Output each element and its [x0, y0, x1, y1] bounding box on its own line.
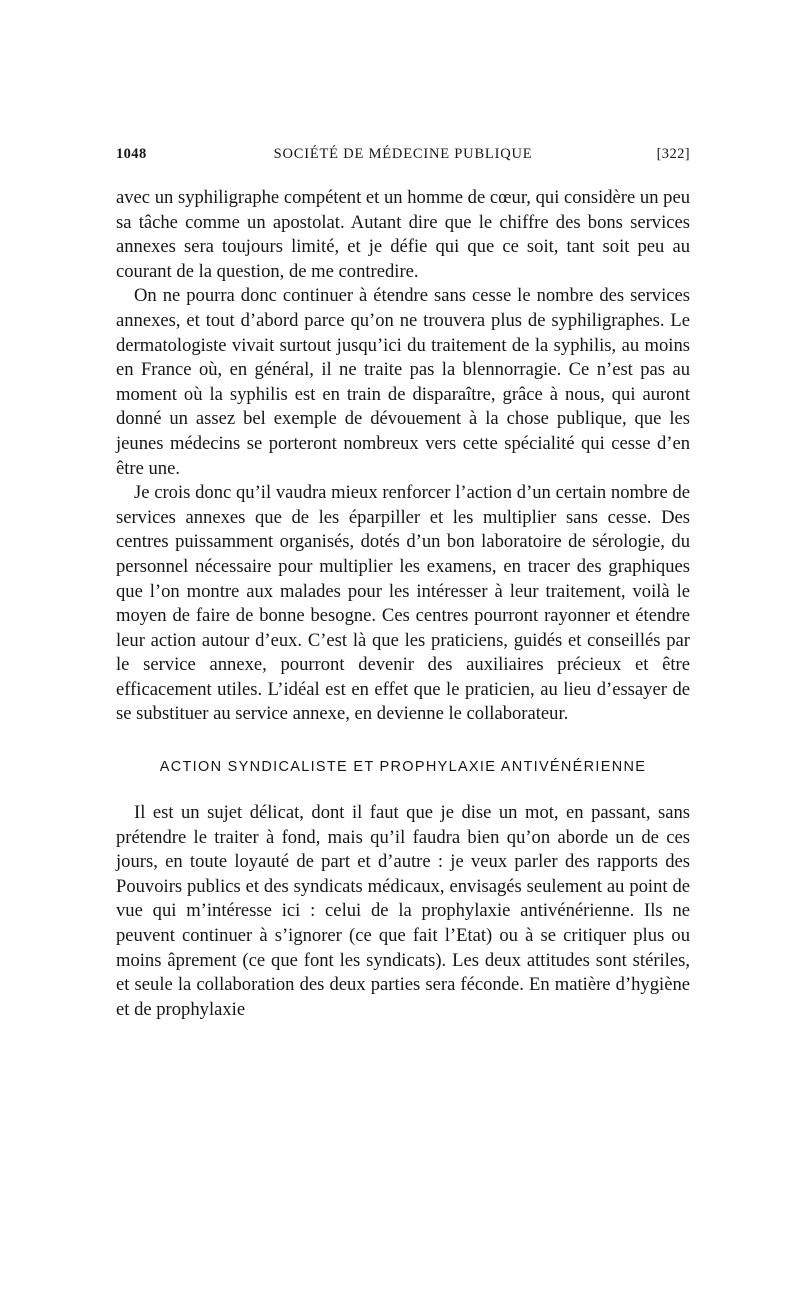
running-head [116, 146, 690, 172]
paragraph: Je crois donc qu’il vaudra mieux renforcer l’action d’un certain nombre de services annexes que de les éparpiller et les multiplier sans cesse. Des centres puissamment organisés, dotés d’un bon laboratoire de sérologie, du personnel nécessaire pour multiplier les examens, en tracer des graphiques que l’on montre aux malades pour les intéresser à leur traitement, voilà le moyen de faire de bonne besogne. Ces centres pourront rayonner et étendre leur action autour d’eux. C’est là que les praticiens, guidés et conseillés par le service annexe, pourront devenir des auxiliaires précieux et être efficacement utiles. L’idéal est en effet que le praticien, au lieu d’essayer de se substituer au service annexe, en devienne le collaborateur. [116, 482, 690, 725]
paragraph: Il est un sujet délicat, dont il faut que je dise un mot, en passant, sans prétendre le traiter à fond, mais qu’il faudra bien qu’on aborde un de ces jours, en toute loyauté de part et d’autre : je veux parler des rapports des Pouvoirs publics et des syndicats médicaux, envisagés seulement au point de vue qui m’intéresse ici : celui de la prophylaxie antivénérienne. Ils ne peuvent continuer à s’ignorer (ce que fait l’Etat) ou à se critiquer plus ou moins âprement (ce que font les syndicats). Les deux attitudes sont stériles, et seule la collaboration des deux parties sera féconde. En matière d’hygiène et de prophylaxie [116, 802, 690, 1020]
section-number: [322] [656, 146, 690, 162]
page-number: 1048 [116, 146, 147, 162]
paragraph-continued: avec un syphiligraphe compétent et un homme de cœur, qui considère un peu sa tâche comme un apostolat. Autant dire que le chiffre des bons services annexes sera toujours limité, et je défie qui que ce soit, tant soit peu au courant de la question, de me contredire. [116, 187, 690, 282]
paragraph: On ne pourra donc continuer à étendre sans cesse le nombre des services annexes, et tout d’abord parce qu’on ne trouvera plus de syphiligraphes. Le dermatologiste vivait surtout jusqu’ici du traitement de la syphilis, au moins en France où, en général, il ne traite pas la blennorragie. Ce n’est pas au moment où la syphilis est en train de disparaître, grâce à nous, qui auront donné un assez bel exemple de dévouement à la chose publique, que les jeunes médecins se porteront nombreux vers cette spécialité qui cesse d’en être une. [116, 285, 690, 479]
document-page [116, 146, 690, 1022]
running-title: SOCIÉTÉ DE MÉDECINE PUBLIQUE [273, 146, 533, 162]
section-heading: ACTION SYNDICALISTE ET PROPHYLAXIE ANTIVÉNÉRIENNE [159, 759, 647, 776]
